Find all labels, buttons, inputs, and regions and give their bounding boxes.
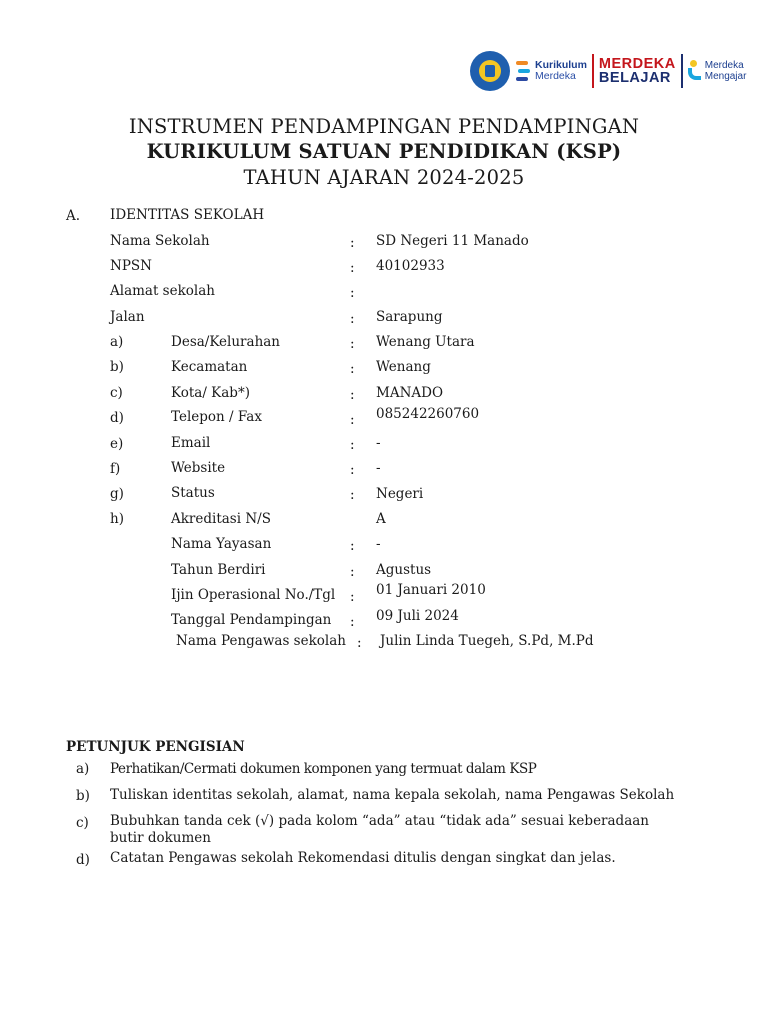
row-label: Akreditasi N/S xyxy=(171,511,271,527)
section-letter: A. xyxy=(66,208,81,224)
row-label: Nama Yayasan xyxy=(171,536,272,552)
row-label: Tanggal Pendampingan xyxy=(171,612,332,628)
instruction-text: Bubuhkan tanda cek (√) pada kolom “ada” atau “tidak ada” sesuai keberadaan butir dokumen xyxy=(110,813,649,846)
row-colon: : xyxy=(350,336,355,352)
kurikulum-logo-line2: Merdeka xyxy=(535,70,576,82)
row-label: Jalan xyxy=(110,309,145,325)
instruction-letter: c) xyxy=(76,815,89,831)
row-label: Kota/ Kab*) xyxy=(171,385,250,401)
row-colon: : xyxy=(350,564,355,580)
row-label: Nama Sekolah xyxy=(110,233,210,249)
document-title-line3: TAHUN AJARAN 2024-2025 xyxy=(243,166,525,189)
kurikulum-merdeka-mark-icon xyxy=(516,59,532,83)
row-colon: : xyxy=(350,285,355,301)
row-value: - xyxy=(376,460,381,476)
instructions-heading: PETUNJUK PENGISIAN xyxy=(66,739,245,755)
row-label: Email xyxy=(171,435,211,451)
instruction-letter: d) xyxy=(76,852,90,868)
row-value: 085242260760 xyxy=(376,406,480,422)
row-colon: : xyxy=(350,412,355,428)
row-value: 09 Juli 2024 xyxy=(376,608,459,624)
row-value: Julin Linda Tuegeh, S.Pd, M.Pd xyxy=(380,633,594,649)
row-letter: b) xyxy=(110,359,124,375)
row-colon: : xyxy=(350,589,355,605)
document-title-line1: INSTRUMEN PENDAMPINGAN PENDAMPINGAN xyxy=(128,115,640,138)
row-value: Negeri xyxy=(376,486,424,502)
instruction-letter: b) xyxy=(76,788,90,804)
row-colon: : xyxy=(350,311,355,327)
row-label: Alamat sekolah xyxy=(110,283,215,299)
instruction-text: Catatan Pengawas sekolah Rekomendasi ditulis dengan singkat dan jelas. xyxy=(110,850,616,866)
row-colon: : xyxy=(350,462,355,478)
kurikulum-logo-line1: Kurikulum xyxy=(535,59,587,71)
row-colon: : xyxy=(357,635,362,651)
row-value: - xyxy=(376,536,381,552)
row-value: MANADO xyxy=(376,385,444,401)
row-label: Kecamatan xyxy=(171,359,248,375)
row-value: SD Negeri 11 Manado xyxy=(376,233,529,249)
row-value: - xyxy=(376,435,381,451)
row-letter: g) xyxy=(110,486,124,502)
row-label: Desa/Kelurahan xyxy=(171,334,281,350)
row-label: Nama Pengawas sekolah xyxy=(176,633,346,649)
instruction-text: Tuliskan identitas sekolah, alamat, nama kepala sekolah, nama Pengawas Sekolah xyxy=(110,787,675,803)
row-label: Telepon / Fax xyxy=(171,409,262,425)
merdeka-belajar-line1: MERDEKA xyxy=(598,56,676,72)
row-colon: : xyxy=(350,487,355,503)
row-value: Agustus xyxy=(376,562,432,578)
merdeka-belajar-line2: BELAJAR xyxy=(598,70,671,86)
row-colon: : xyxy=(350,614,355,630)
row-label: NPSN xyxy=(110,258,152,274)
instruction-letter: a) xyxy=(76,761,90,777)
instruction-text: Perhatikan/Cermati dokumen komponen yang termuat dalam KSP xyxy=(110,761,537,777)
row-label: Tahun Berdiri xyxy=(171,562,266,578)
merdeka-mengajar-logo xyxy=(688,60,747,82)
row-label: Website xyxy=(171,460,226,476)
row-letter: h) xyxy=(110,511,124,527)
row-value: Wenang Utara xyxy=(376,334,475,350)
row-value: Wenang xyxy=(376,359,431,375)
document-title-line2: KURIKULUM SATUAN PENDIDIKAN (KSP) xyxy=(146,140,622,163)
row-value: A xyxy=(376,511,386,527)
row-colon: : xyxy=(350,235,355,251)
merdeka-mengajar-line1: Merdeka xyxy=(704,60,744,71)
row-colon: : xyxy=(350,387,355,403)
row-colon: : xyxy=(350,361,355,377)
row-colon: : xyxy=(350,538,355,554)
logo-divider xyxy=(681,54,683,88)
row-letter: a) xyxy=(110,334,124,350)
row-colon: : xyxy=(350,437,355,453)
merdeka-mengajar-mark-icon xyxy=(688,60,702,82)
kurikulum-merdeka-logo xyxy=(516,59,587,83)
row-value: 40102933 xyxy=(376,258,445,274)
row-label: Status xyxy=(171,485,215,501)
merdeka-belajar-logo xyxy=(599,57,676,85)
merdeka-mengajar-line2: Mengajar xyxy=(704,71,747,82)
row-label: Ijin Operasional No./Tgl xyxy=(171,587,336,603)
row-letter: f) xyxy=(110,461,121,477)
row-letter: e) xyxy=(110,436,124,452)
row-value: 01 Januari 2010 xyxy=(376,582,486,598)
row-colon: : xyxy=(350,260,355,276)
row-value: Sarapung xyxy=(376,309,443,325)
row-letter: c) xyxy=(110,385,123,401)
row-letter: d) xyxy=(110,410,124,426)
kemendikbud-logo-icon xyxy=(470,51,510,91)
header-logos xyxy=(470,48,746,94)
logo-divider xyxy=(592,54,594,88)
section-title: IDENTITAS SEKOLAH xyxy=(110,207,265,223)
